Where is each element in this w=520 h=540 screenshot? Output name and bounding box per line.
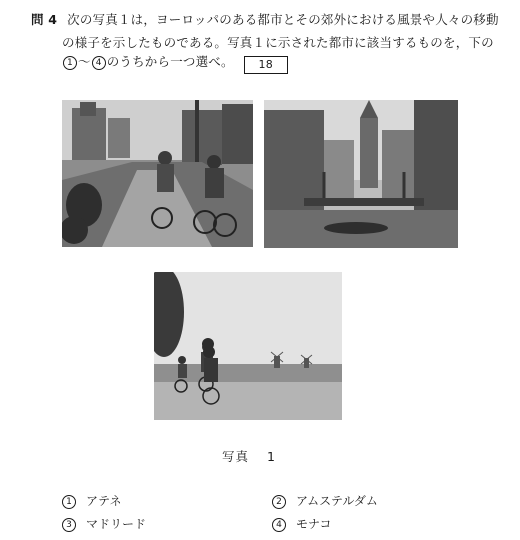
- question-line-1: [31, 12, 499, 28]
- option-3: [61, 515, 146, 532]
- option-4: [271, 515, 332, 532]
- answer-box: 18: [244, 56, 288, 74]
- option-2: [271, 492, 378, 509]
- option-marker: 1: [62, 495, 76, 509]
- option-label: アムステルダム: [296, 494, 378, 508]
- question-number: 問 4: [31, 12, 58, 27]
- range-end-marker: 4: [92, 56, 106, 70]
- option-label: アテネ: [86, 494, 122, 508]
- question-text-2: の様子を示したものである。写真１に示された都市に該当するものを，下の: [62, 35, 494, 50]
- option-label: マドリード: [86, 517, 147, 531]
- question-text-3: のうちから一つ選べ。: [106, 54, 234, 69]
- question-line-2: [62, 35, 494, 51]
- question-line-3: [62, 54, 288, 74]
- option-1: [61, 492, 122, 509]
- range-start-marker: 1: [63, 56, 77, 70]
- question-text-1: 次の写真１は，ヨーロッパのある都市とその郊外における風景や人々の移動: [67, 12, 499, 27]
- option-marker: 4: [272, 518, 286, 532]
- range-tilde: ～: [78, 54, 91, 69]
- option-marker: 3: [62, 518, 76, 532]
- caption-label: 写真: [222, 449, 250, 464]
- option-label: モナコ: [296, 517, 332, 531]
- photo-canal-bridge: [264, 100, 458, 248]
- caption-number: 1: [267, 449, 276, 464]
- photo-countryside-cyclists: [154, 272, 342, 420]
- option-marker: 2: [272, 495, 286, 509]
- photo-street-cyclists: [62, 100, 253, 247]
- photo-caption: [222, 447, 276, 465]
